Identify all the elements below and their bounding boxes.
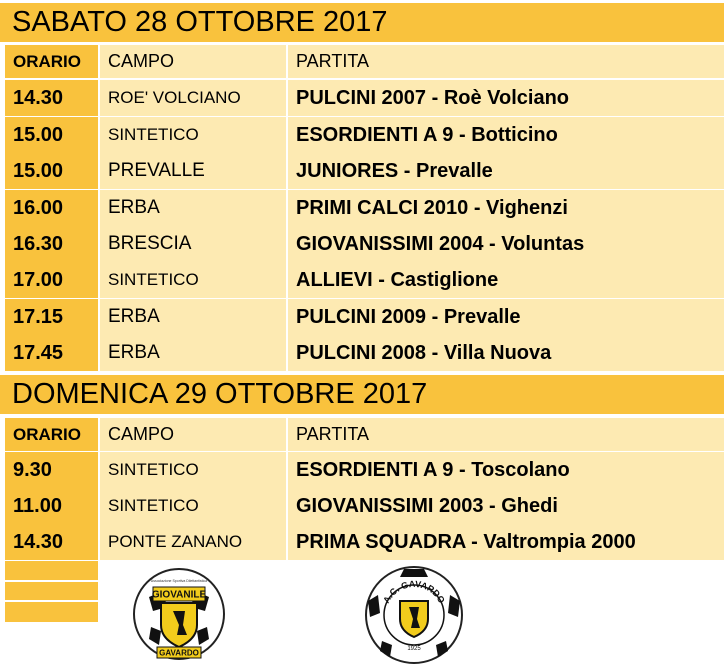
ac-year-text: 1925 bbox=[407, 646, 421, 652]
header-match: PARTITA bbox=[288, 45, 724, 78]
table-row bbox=[0, 80, 724, 116]
match-field: SINTETICO bbox=[100, 117, 286, 153]
match-time: 16.00 bbox=[5, 190, 98, 226]
match-name: PRIMA SQUADRA - Valtrompia 2000 bbox=[288, 524, 724, 560]
match-name: PULCINI 2007 - Roè Volciano bbox=[288, 80, 724, 116]
match-name: PRIMI CALCI 2010 - Vighenzi bbox=[288, 190, 724, 226]
sunday-header-row bbox=[0, 418, 724, 451]
sunday-title: DOMENICA 29 OTTOBRE 2017 bbox=[0, 375, 724, 414]
table-row bbox=[0, 262, 724, 298]
table-row bbox=[0, 226, 724, 262]
table-row bbox=[0, 153, 724, 189]
match-time: 15.00 bbox=[5, 117, 98, 153]
match-name: ESORDIENTI A 9 - Toscolano bbox=[288, 452, 724, 488]
match-name: PULCINI 2009 - Prevalle bbox=[288, 299, 724, 335]
match-field: BRESCIA bbox=[100, 226, 286, 262]
match-name: ESORDIENTI A 9 - Botticino bbox=[288, 117, 724, 153]
giovanile-small-text: Associazione Sportiva Dilettantistica bbox=[150, 579, 208, 583]
giovanile-bottom-text: GAVARDO bbox=[159, 648, 199, 658]
match-time: 11.00 bbox=[5, 488, 98, 524]
giovanile-top-text: GIOVANILE bbox=[151, 589, 207, 601]
table-row bbox=[0, 117, 724, 153]
header-time: ORARIO bbox=[5, 45, 98, 78]
match-time: 14.30 bbox=[5, 80, 98, 116]
saturday-title: SABATO 28 OTTOBRE 2017 bbox=[0, 3, 724, 42]
match-time: 16.30 bbox=[5, 226, 98, 262]
match-field: PONTE ZANANO bbox=[100, 524, 286, 560]
match-time: 14.30 bbox=[5, 524, 98, 560]
giovanile-gavardo-crest-icon bbox=[129, 567, 229, 661]
match-name: ALLIEVI - Castiglione bbox=[288, 262, 724, 298]
header-field: CAMPO bbox=[100, 45, 286, 78]
table-row bbox=[0, 335, 724, 371]
match-field: SINTETICO bbox=[100, 488, 286, 524]
table-row bbox=[0, 488, 724, 524]
match-time: 15.00 bbox=[5, 153, 98, 189]
match-field: ERBA bbox=[100, 190, 286, 226]
match-time: 17.45 bbox=[5, 335, 98, 371]
header-match: PARTITA bbox=[288, 418, 724, 451]
table-row bbox=[0, 299, 724, 335]
match-field: PREVALLE bbox=[100, 153, 286, 189]
match-field: SINTETICO bbox=[100, 262, 286, 298]
table-row bbox=[0, 190, 724, 226]
empty-cell bbox=[5, 602, 98, 622]
match-time: 9.30 bbox=[5, 452, 98, 488]
header-time: ORARIO bbox=[5, 418, 98, 451]
empty-cell bbox=[5, 582, 98, 600]
match-field: SINTETICO bbox=[100, 452, 286, 488]
header-field: CAMPO bbox=[100, 418, 286, 451]
match-field: ROE' VOLCIANO bbox=[100, 80, 286, 116]
match-name: PULCINI 2008 - Villa Nuova bbox=[288, 335, 724, 371]
ac-ring-text: A.C. GAVARDO bbox=[381, 578, 447, 605]
match-name: GIOVANISSIMI 2004 - Voluntas bbox=[288, 226, 724, 262]
empty-cell bbox=[5, 561, 98, 580]
match-time: 17.00 bbox=[5, 262, 98, 298]
saturday-header-row bbox=[0, 45, 724, 78]
match-time: 17.15 bbox=[5, 299, 98, 335]
table-row bbox=[0, 452, 724, 488]
match-name: GIOVANISSIMI 2003 - Ghedi bbox=[288, 488, 724, 524]
match-field: ERBA bbox=[100, 335, 286, 371]
match-name: JUNIORES - Prevalle bbox=[288, 153, 724, 189]
table-row bbox=[0, 524, 724, 560]
ac-gavardo-crest-icon bbox=[362, 565, 466, 665]
match-field: ERBA bbox=[100, 299, 286, 335]
